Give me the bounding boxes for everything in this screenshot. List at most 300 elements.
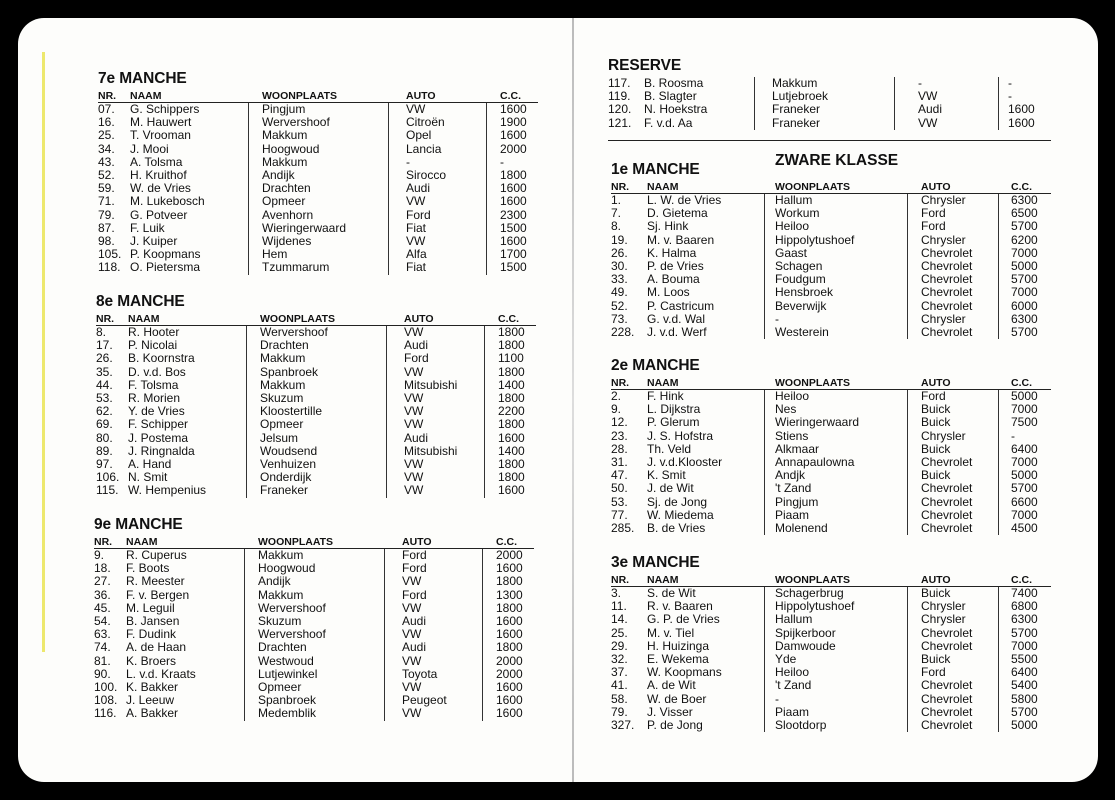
table-cell: Chevrolet: [921, 245, 973, 260]
table-cell: Buick: [921, 441, 951, 456]
table-cell: Drachten: [260, 338, 309, 353]
table-cell: 327.: [611, 717, 635, 732]
table-cell: Opmeer: [262, 194, 306, 209]
table-cell: Piaam: [775, 507, 810, 522]
table-cell: Ford: [406, 207, 431, 222]
table-cell: A. de Haan: [126, 640, 187, 655]
table-cell: 1800: [498, 325, 525, 339]
table-cell: 11.: [611, 599, 627, 614]
table-cell: 1600: [496, 627, 523, 642]
table-cell: Avenhorn: [262, 207, 314, 222]
table-cell: 07.: [98, 102, 115, 116]
table-cell: 25.: [611, 625, 628, 640]
table-row: [94, 602, 534, 615]
table-cell: 119.: [608, 89, 631, 104]
table-cell: Heiloo: [775, 389, 810, 403]
table-cell: 1100: [498, 351, 524, 366]
table-cell: Chevrolet: [921, 691, 973, 706]
table-cell: Wervershoof: [262, 115, 330, 130]
table-cell: J. de Wit: [647, 481, 694, 496]
table-cell: Franeker: [772, 102, 821, 117]
table-cell: 50.: [611, 481, 628, 496]
table-cell: K. Halma: [647, 245, 697, 260]
table-cell: R. Meester: [126, 574, 185, 589]
table-cell: VW: [404, 390, 424, 405]
table-cell: F. Luik: [130, 220, 165, 235]
table-cell: -: [1008, 76, 1012, 90]
table-cell: Lutjebroek: [772, 89, 829, 104]
table-cell: 30.: [611, 258, 628, 273]
table-cell: Audi: [918, 102, 943, 117]
table-cell: 1800: [498, 338, 525, 353]
table-cell: 33.: [611, 272, 628, 287]
table-cell: Ford: [402, 548, 427, 562]
table-cell: N. Smit: [128, 470, 168, 485]
table-cell: 5700: [1011, 219, 1038, 234]
table-cell: 1600: [500, 102, 527, 116]
table-cell: W. de Vries: [130, 181, 191, 196]
table-cell: Drachten: [258, 640, 307, 655]
table-cell: Heiloo: [775, 665, 810, 680]
table-cell: 5000: [1011, 389, 1038, 403]
table-cell: Chevrolet: [921, 481, 973, 496]
table-cell: 6300: [1011, 612, 1038, 627]
column-divider: [894, 77, 895, 130]
section-reserve: [608, 57, 1048, 130]
table-cell: VW: [402, 627, 422, 642]
table-cell: 2000: [496, 653, 523, 668]
table-cell: Wieringerwaard: [262, 220, 347, 235]
table-row: [611, 300, 1051, 313]
table-cell: 25.: [98, 128, 115, 143]
table-cell: Opmeer: [258, 679, 302, 694]
table-cell: Schagen: [775, 258, 823, 273]
table-cell: Wervershoof: [260, 325, 328, 339]
table-body: [611, 587, 1051, 732]
table-cell: 7400: [1011, 586, 1038, 600]
table-cell: Chevrolet: [921, 454, 973, 469]
table-cell: Makkum: [258, 587, 304, 602]
table-cell: Skuzum: [258, 613, 302, 628]
table-cell: 45.: [94, 600, 111, 615]
table-row: [611, 613, 1051, 626]
table-cell: Makkum: [258, 548, 304, 562]
table-row: [611, 286, 1051, 299]
table-cell: Alfa: [406, 247, 427, 262]
section-title: 9e MANCHE: [94, 516, 183, 533]
table-cell: 1700: [500, 247, 527, 262]
table-cell: 120.: [608, 102, 632, 117]
table-cell: 2000: [500, 141, 527, 156]
table-cell: L. W. de Vries: [647, 193, 722, 207]
table-cell: Chrysler: [921, 428, 966, 443]
table-cell: 't Zand: [775, 481, 812, 496]
table-cell: Buick: [921, 468, 951, 483]
table-cell: 43.: [98, 154, 115, 169]
table-row: [98, 261, 538, 274]
table-cell: 4500: [1011, 520, 1038, 535]
table-cell: P. Koopmans: [130, 247, 201, 262]
section-title: 8e MANCHE: [96, 293, 185, 310]
table-cell: Chevrolet: [921, 625, 973, 640]
section-zware-2e-manche: [611, 357, 1051, 535]
table-cell: Makkum: [262, 128, 308, 143]
table-cell: A. Tolsma: [130, 154, 183, 169]
column-header: NAAM: [647, 181, 679, 193]
table-cell: L. v.d. Kraats: [126, 666, 196, 681]
table-cell: M. Leguil: [126, 600, 175, 615]
column-header: AUTO: [921, 181, 951, 193]
table-cell: 106.: [96, 470, 120, 485]
table-cell: S. de Wit: [647, 586, 696, 600]
table-cell: 19.: [611, 232, 628, 247]
column-divider: [764, 390, 765, 535]
table-cell: P. Nicolai: [128, 338, 178, 353]
column-header: NAAM: [647, 574, 679, 586]
table-cell: Franeker: [772, 115, 821, 130]
table-cell: VW: [406, 102, 426, 116]
table-cell: 228.: [611, 324, 635, 339]
table-cell: Ford: [402, 561, 427, 576]
table-cell: Andijk: [262, 167, 295, 182]
table-cell: Makkum: [262, 154, 308, 169]
table-cell: VW: [402, 653, 422, 668]
column-header: C.C.: [1011, 574, 1032, 586]
table-cell: 6800: [1011, 599, 1038, 614]
table-cell: Chrysler: [921, 612, 966, 627]
column-header: NAAM: [130, 90, 162, 102]
table-body: [611, 194, 1051, 339]
table-cell: VW: [402, 600, 422, 615]
table-row: [611, 234, 1051, 247]
table-cell: D. v.d. Bos: [128, 364, 186, 379]
table-cell: -: [1008, 89, 1012, 104]
table-cell: B. Koornstra: [128, 351, 195, 366]
table-cell: -: [918, 76, 922, 90]
table-cell: 1400: [498, 443, 525, 458]
column-divider: [764, 194, 765, 339]
column-header: WOONPLAATS: [260, 313, 336, 325]
table-cell: J. Postema: [128, 430, 189, 445]
table-cell: 18.: [94, 561, 111, 576]
page-edge-highlight: [42, 52, 45, 652]
table-cell: Chrysler: [921, 232, 966, 247]
table-cell: Chevrolet: [921, 324, 973, 339]
table-cell: J. Leeuw: [126, 693, 175, 708]
table-row: [611, 627, 1051, 640]
table-row: [96, 418, 536, 431]
table-cell: H. Huizinga: [647, 638, 710, 653]
table-cell: 80.: [96, 430, 113, 445]
table-cell: 54.: [94, 613, 111, 628]
table-body: [96, 326, 536, 497]
table-cell: 69.: [96, 417, 113, 432]
table-cell: F. Dudink: [126, 627, 177, 642]
table-cell: Ford: [921, 665, 946, 680]
table-cell: Chevrolet: [921, 638, 973, 653]
page-fold: [572, 18, 574, 782]
column-header: AUTO: [921, 377, 951, 389]
table-cell: VW: [406, 233, 426, 248]
section-divider: [608, 140, 1051, 142]
table-cell: VW: [404, 364, 424, 379]
table-cell: L. Dijkstra: [647, 402, 701, 417]
table-cell: 26.: [96, 351, 113, 366]
table-cell: 1300: [496, 587, 523, 602]
table-row: [611, 416, 1051, 429]
table-cell: 1800: [498, 364, 525, 379]
table-cell: Makkum: [772, 76, 818, 90]
table-cell: 6400: [1011, 665, 1038, 680]
table-row: [96, 366, 536, 379]
table-cell: 53.: [96, 390, 113, 405]
table-cell: Chevrolet: [921, 258, 973, 273]
table-row: [611, 220, 1051, 233]
table-cell: Sj. de Jong: [647, 494, 708, 509]
table-cell: 5500: [1011, 651, 1038, 666]
table-cell: M. v. Baaren: [647, 232, 715, 247]
column-header: WOONPLAATS: [775, 181, 851, 193]
table-cell: P. Castricum: [647, 298, 715, 313]
table-cell: 97.: [96, 456, 113, 471]
table-cell: Onderdijk: [260, 470, 312, 485]
table-cell: 5000: [1011, 468, 1038, 483]
column-header: NR.: [611, 377, 630, 389]
table-cell: VW: [404, 456, 424, 471]
table-cell: Woudsend: [260, 443, 318, 458]
table-cell: Hallum: [775, 612, 813, 627]
table-cell: M. Loos: [647, 285, 690, 300]
table-cell: Wervershoof: [258, 600, 326, 615]
table-cell: 35.: [96, 364, 113, 379]
table-cell: 23.: [611, 428, 628, 443]
table-cell: Nes: [775, 402, 797, 417]
table-cell: P. de Jong: [647, 717, 703, 732]
column-header: C.C.: [498, 313, 519, 325]
table-cell: 6600: [1011, 494, 1038, 509]
table-cell: Westwoud: [258, 653, 314, 668]
table-cell: 6400: [1011, 441, 1038, 456]
table-cell: VW: [406, 194, 426, 209]
table-cell: 41.: [611, 678, 628, 693]
table-cell: G. P. de Vries: [647, 612, 720, 627]
table-row: [98, 156, 538, 169]
table-cell: 1600: [496, 679, 523, 694]
table-cell: J. Ringnalda: [128, 443, 195, 458]
table-cell: 1500: [500, 260, 527, 275]
table-cell: 63.: [94, 627, 111, 642]
table-cell: B. de Vries: [647, 520, 706, 535]
table-row: [94, 668, 534, 681]
table-cell: M. Hauwert: [130, 115, 192, 130]
table-row: [96, 484, 536, 497]
table-cell: Hippolytushoef: [775, 599, 855, 614]
class-heading: ZWARE KLASSE: [775, 152, 899, 169]
table-cell: 285.: [611, 520, 635, 535]
table-cell: Lancia: [406, 141, 442, 156]
table-cell: 6500: [1011, 206, 1038, 221]
table-cell: 7000: [1011, 638, 1038, 653]
table-row: [94, 707, 534, 720]
table-cell: B. Slagter: [644, 89, 697, 104]
table-cell: Chrysler: [921, 311, 966, 326]
table-row: [611, 443, 1051, 456]
table-cell: 118.: [98, 260, 121, 275]
table-cell: 5400: [1011, 678, 1038, 693]
table-cell: Wieringerwaard: [775, 415, 860, 430]
table-cell: W. de Boer: [647, 691, 707, 706]
table-cell: 36.: [94, 587, 111, 602]
table-cell: Peugeot: [402, 693, 447, 708]
section-title: 7e MANCHE: [98, 70, 187, 87]
section-title: RESERVE: [608, 57, 682, 74]
table-cell: A. Hand: [128, 456, 172, 471]
table-cell: 6200: [1011, 232, 1038, 247]
table-cell: Chevrolet: [921, 520, 973, 535]
table-row: [98, 195, 538, 208]
table-row: [94, 589, 534, 602]
table-cell: 8.: [611, 219, 622, 234]
table-cell: F. Boots: [126, 561, 170, 576]
table-cell: 59.: [98, 181, 115, 196]
table-cell: VW: [402, 706, 422, 721]
table-cell: 1600: [498, 430, 525, 445]
table-row: [94, 655, 534, 668]
table-cell: 1900: [500, 115, 527, 130]
table-cell: VW: [402, 574, 422, 589]
table-cell: Pingjum: [262, 102, 306, 116]
table-cell: Medemblik: [258, 706, 317, 721]
table-cell: F. Schipper: [128, 417, 189, 432]
table-row: [98, 129, 538, 142]
table-cell: R. Morien: [128, 390, 181, 405]
table-cell: 't Zand: [775, 678, 812, 693]
column-header: AUTO: [402, 536, 432, 548]
table-cell: VW: [404, 404, 424, 419]
table-cell: 1600: [500, 128, 527, 143]
table-cell: Chevrolet: [921, 678, 973, 693]
column-header: WOONPLAATS: [262, 90, 338, 102]
table-cell: 52.: [98, 167, 115, 182]
table-cell: J. Mooi: [130, 141, 169, 156]
table-cell: F. Tolsma: [128, 377, 179, 392]
table-cell: 6300: [1011, 311, 1038, 326]
table-cell: 115.: [96, 483, 119, 498]
table-cell: 34.: [98, 141, 115, 156]
table-cell: Audi: [404, 430, 429, 445]
column-header: NR.: [611, 181, 630, 193]
table-cell: Chevrolet: [921, 298, 973, 313]
table-cell: 89.: [96, 443, 113, 458]
table-cell: Slootdorp: [775, 717, 827, 732]
table-cell: Ford: [921, 219, 946, 234]
table-cell: 5700: [1011, 704, 1038, 719]
table-cell: Alkmaar: [775, 441, 820, 456]
table-cell: J. Kuiper: [130, 233, 178, 248]
table-cell: B. Jansen: [126, 613, 180, 628]
table-cell: Mitsubishi: [404, 443, 458, 458]
table-cell: Skuzum: [260, 390, 304, 405]
table-cell: A. Bouma: [647, 272, 700, 287]
table-cell: 5000: [1011, 258, 1038, 273]
table-cell: 1600: [496, 693, 523, 708]
table-cell: F. v.d. Aa: [644, 115, 693, 130]
table-cell: 26.: [611, 245, 628, 260]
table-cell: 1800: [498, 390, 525, 405]
table-cell: A. de Wit: [647, 678, 696, 693]
column-divider: [764, 587, 765, 732]
table-cell: Opmeer: [260, 417, 304, 432]
table-cell: VW: [404, 483, 424, 498]
table-cell: Chrysler: [921, 193, 966, 207]
table-row: [611, 430, 1051, 443]
table-cell: Foudgum: [775, 272, 826, 287]
table-cell: 1800: [500, 167, 527, 182]
table-cell: Tzummarum: [262, 260, 330, 275]
table-cell: M. v. Tiel: [647, 625, 695, 640]
table-cell: 79.: [98, 207, 115, 222]
table-cell: Pingjum: [775, 494, 819, 509]
table-cell: Annapaulowna: [775, 454, 855, 469]
table-cell: 32.: [611, 651, 628, 666]
table-cell: 1600: [500, 181, 527, 196]
table-cell: 7000: [1011, 245, 1038, 260]
table-row: [611, 247, 1051, 260]
table-cell: 47.: [611, 468, 628, 483]
table-cell: Sirocco: [406, 167, 447, 182]
table-cell: Damwoude: [775, 638, 836, 653]
table-cell: Fiat: [406, 220, 427, 235]
table-cell: 90.: [94, 666, 111, 681]
table-cell: Piaam: [775, 704, 810, 719]
table-cell: 3.: [611, 586, 622, 600]
table-row: [611, 326, 1051, 339]
table-cell: Ford: [921, 206, 946, 221]
table-cell: Mitsubishi: [404, 377, 458, 392]
column-divider: [754, 77, 755, 130]
table-cell: 7000: [1011, 454, 1038, 469]
column-header: WOONPLAATS: [775, 574, 851, 586]
table-cell: -: [775, 311, 779, 326]
table-row: [96, 379, 536, 392]
column-header: NAAM: [128, 313, 160, 325]
table-cell: Chevrolet: [921, 272, 973, 287]
table-cell: VW: [918, 89, 938, 104]
table-cell: Chevrolet: [921, 704, 973, 719]
table-cell: P. de Vries: [647, 258, 704, 273]
table-cell: 2000: [496, 548, 523, 562]
table-cell: 98.: [98, 233, 115, 248]
table-cell: Wijdenes: [262, 233, 312, 248]
table-body: [611, 390, 1051, 535]
column-header: NR.: [98, 90, 117, 102]
section-title: 2e MANCHE: [611, 357, 700, 374]
table-cell: 1600: [496, 613, 523, 628]
table-cell: -: [775, 691, 779, 706]
table-cell: Audi: [404, 338, 429, 353]
table-row: [98, 143, 538, 156]
table-cell: G. v.d. Wal: [647, 311, 706, 326]
table-cell: Ford: [402, 587, 427, 602]
column-divider: [907, 390, 908, 535]
column-divider: [388, 103, 389, 275]
table-cell: O. Pietersma: [130, 260, 201, 275]
column-divider: [486, 103, 487, 275]
column-divider: [907, 587, 908, 732]
column-header: WOONPLAATS: [258, 536, 334, 548]
table-cell: 6000: [1011, 298, 1038, 313]
table-cell: 5700: [1011, 272, 1038, 287]
